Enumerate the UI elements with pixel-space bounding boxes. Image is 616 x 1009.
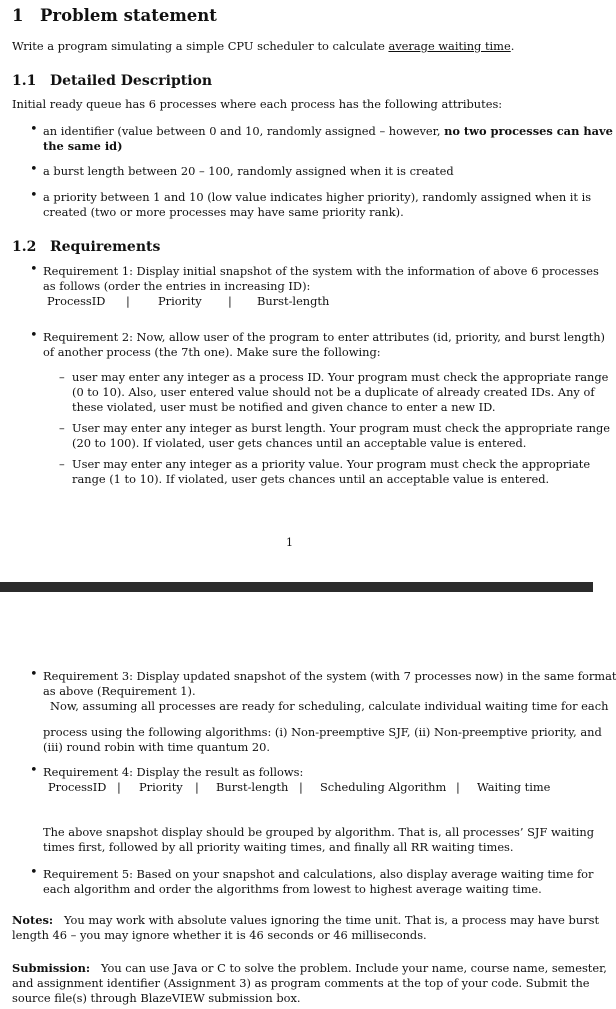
requirement-4-grouping-line1: The above snapshot display should be grouped by algorithm. That is, all processes’ SJF waiting <box>43 825 595 839</box>
requirement-1-line1: Requirement 1: Display initial snapshot of the system with the information of above 6 processes <box>43 264 599 278</box>
requirement-4-line1: Requirement 4: Display the result as follows: <box>43 765 304 779</box>
section-1-heading: 1 Problem statement <box>12 6 217 25</box>
requirement-3-line1: Requirement 3: Display updated snapshot of the system (with 7 processes now) in the same format <box>43 669 616 683</box>
process-id-check-line2: (0 to 10). Also, user entered value should not be a duplicate of already created IDs. Any of <box>72 385 595 399</box>
submission-line2: and assignment identifier (Assignment 3) as program comments at the top of your code. Submit the <box>12 976 590 990</box>
column-separator: | <box>228 294 232 308</box>
process-id-check-line3: these violated, user must be notified and given chance to enter a new ID. <box>72 400 496 414</box>
page-number: 1 <box>286 536 293 549</box>
attribute-burst-length: a burst length between 20 – 100, randomly assigned when it is created <box>43 164 454 178</box>
burst-length-check-line1: User may enter any integer as burst length. Your program must check the appropriate range <box>72 421 611 435</box>
attribute-identifier-line1: an identifier (value between 0 and 10, randomly assigned – however, no two processes can have <box>43 124 613 138</box>
column-burst-length: Burst-length <box>216 780 289 794</box>
notes-line2: length 46 – you may ignore whether it is 46 seconds or 46 milliseconds. <box>12 928 427 942</box>
column-separator: | <box>117 780 121 794</box>
column-burst-length: Burst-length <box>257 294 330 308</box>
requirement-4-table-header <box>0 780 593 796</box>
detailed-description-intro: Initial ready queue has 6 processes where each process has the following attributes: <box>12 97 503 111</box>
average-waiting-time-term: average waiting time <box>388 39 511 53</box>
bullet-marker: • <box>30 188 38 203</box>
problem-statement-text: Write a program simulating a simple CPU scheduler to calculate average waiting time. <box>12 39 515 53</box>
section-1-2-heading: 1.2 Requirements <box>12 239 161 255</box>
page-divider <box>0 582 593 592</box>
requirement-3-line5: (iii) round robin with time quantum 20. <box>43 740 271 754</box>
attribute-identifier-line2: the same id) <box>43 139 123 153</box>
dash-marker: – <box>59 370 65 384</box>
requirement-5-line1: Requirement 5: Based on your snapshot and calculations, also display average waiting time for <box>43 867 594 881</box>
column-separator: | <box>456 780 460 794</box>
requirement-1-line2: as follows (order the entries in increasing ID): <box>43 279 311 293</box>
requirement-3-line3: Now, assuming all processes are ready for scheduling, calculate individual waiting time for each <box>50 699 609 713</box>
column-separator: | <box>195 780 199 794</box>
burst-length-check-line2: (20 to 100). If violated, user gets chances until an acceptable value is entered. <box>72 436 527 450</box>
bullet-marker: • <box>30 162 38 177</box>
bullet-marker: • <box>30 667 38 682</box>
dash-marker: – <box>59 457 65 471</box>
submission-line3: source file(s) through BlazeVIEW submission box. <box>12 991 301 1005</box>
requirement-3-line4: process using the following algorithms: (i) Non-preemptive SJF, (ii) Non-preemptive priority, and <box>43 725 602 739</box>
process-id-check-line1: user may enter any integer as a process ID. Your program must check the appropriate range <box>72 370 609 384</box>
column-priority: Priority <box>139 780 183 794</box>
bullet-marker: • <box>30 328 38 343</box>
submission-line1: Submission: You can use Java or C to solve the problem. Include your name, course name, semester, <box>12 961 607 975</box>
requirement-2-line1: Requirement 2: Now, allow user of the program to enter attributes (id, priority, and burst length) <box>43 330 605 344</box>
requirement-2-line2: of another process (the 7th one). Make sure the following: <box>43 345 381 359</box>
priority-check-line2: range (1 to 10). If violated, user gets chances until an acceptable value is entered. <box>72 472 550 486</box>
requirement-5-line2: each algorithm and order the algorithms from lowest to highest average waiting time. <box>43 882 542 896</box>
column-separator: | <box>299 780 303 794</box>
section-1-1-heading: 1.1 Detailed Description <box>12 73 213 89</box>
column-priority: Priority <box>158 294 202 308</box>
column-process-id: ProcessID <box>48 780 107 794</box>
attribute-priority-line1: a priority between 1 and 10 (low value indicates higher priority), randomly assigned when it is <box>43 190 592 204</box>
dash-marker: – <box>59 421 65 435</box>
column-separator: | <box>126 294 130 308</box>
notes-label: Notes: <box>12 913 54 927</box>
bullet-marker: • <box>30 763 38 778</box>
document-page-2 <box>0 592 616 1009</box>
column-waiting-time: Waiting time <box>477 780 551 794</box>
column-scheduling-algorithm: Scheduling Algorithm <box>320 780 447 794</box>
priority-check-line1: User may enter any integer as a priority value. Your program must check the appropriate <box>72 457 591 471</box>
notes-line1: Notes: You may work with absolute values ignoring the time unit. That is, a process may have burst <box>12 913 600 927</box>
requirement-1-table-header <box>0 294 593 310</box>
requirement-4-grouping-line2: times first, followed by all priority waiting times, and finally all RR waiting times. <box>43 840 514 854</box>
bullet-marker: • <box>30 262 38 277</box>
requirement-3-line2: as above (Requirement 1). <box>43 684 196 698</box>
bullet-marker: • <box>30 865 38 880</box>
attribute-priority-line2: created (two or more processes may have same priority rank). <box>43 205 404 219</box>
bullet-marker: • <box>30 122 38 137</box>
submission-label: Submission: <box>12 961 91 975</box>
column-process-id: ProcessID <box>47 294 106 308</box>
